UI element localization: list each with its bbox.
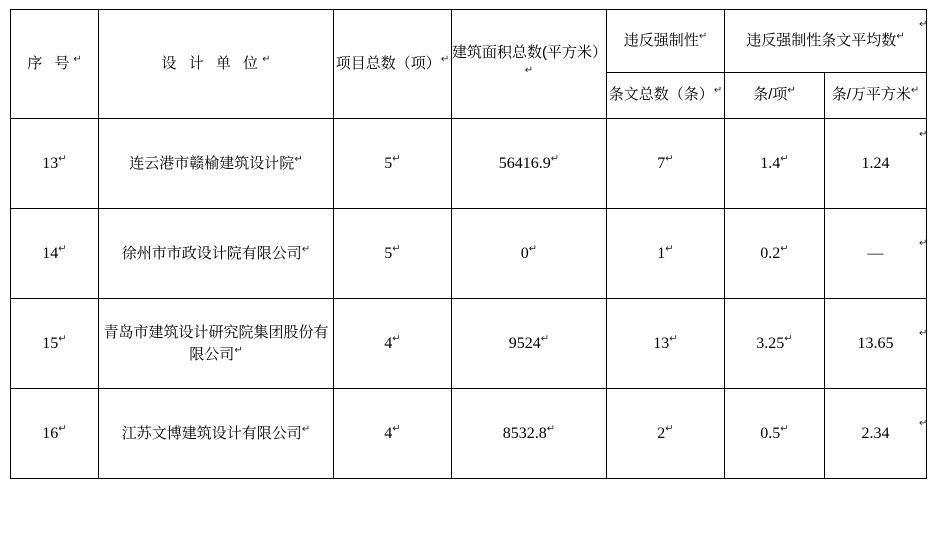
statistics-table (10, 9, 927, 479)
paragraph-mark-icon: ↵ (546, 423, 556, 435)
cell-violation-clauses: 7↵ (607, 119, 725, 209)
paragraph-mark-icon: ↵ (392, 243, 401, 255)
cell-total-area: 56416.9↵ (452, 119, 607, 209)
column-header-violation-group: 违反强制性↵ (607, 10, 725, 73)
cell-violation-clauses: 1↵ (607, 209, 725, 299)
cell-total-area: 8532.8↵ (452, 389, 607, 479)
cell-violation-clauses: 13↵ (607, 299, 725, 389)
column-header-total-area: 建筑面积总数(平方米）↵ (452, 10, 607, 119)
row-end-mark-icon: ↵ (919, 418, 928, 429)
paragraph-mark-icon: ↵ (665, 153, 674, 165)
row-end-mark-icon: ↵ (919, 129, 928, 140)
cell-per-10k-sqm: 13.65 (825, 299, 927, 389)
paragraph-mark-icon: ↵ (294, 153, 303, 165)
paragraph-mark-icon: ↵ (669, 333, 678, 345)
cell-seq: 13↵ (11, 119, 99, 209)
cell-per-10k-sqm: 2.34 (825, 389, 927, 479)
paragraph-mark-icon: ↵ (550, 153, 560, 165)
paragraph-mark-icon: ↵ (73, 54, 82, 66)
cell-design-unit: 青岛市建筑设计研究院集团股份有限公司↵ (99, 299, 334, 389)
column-header-project-count: 项目总数（项）↵ (334, 10, 452, 119)
cell-total-area: 0↵ (452, 209, 607, 299)
paragraph-mark-icon: ↵ (665, 423, 674, 435)
table-row (11, 119, 927, 209)
paragraph-mark-icon: ↵ (392, 333, 401, 345)
cell-project-count: 5↵ (334, 119, 452, 209)
table-row (11, 299, 927, 389)
cell-per-10k-sqm: 1.24 (825, 119, 927, 209)
paragraph-mark-icon: ↵ (713, 85, 723, 97)
cell-violation-clauses: 2↵ (607, 389, 725, 479)
cell-per-project: 0.2↵ (725, 209, 825, 299)
row-end-mark-icon: ↵ (919, 238, 928, 249)
row-end-mark-icon: ↵ (919, 19, 928, 30)
cell-design-unit: 徐州市市政设计院有限公司↵ (99, 209, 334, 299)
header-row-primary (11, 10, 927, 73)
paragraph-mark-icon: ↵ (58, 333, 67, 345)
paragraph-mark-icon: ↵ (392, 153, 401, 165)
column-header-per-project: 条/项↵ (725, 72, 825, 118)
column-header-per-10k-sqm: 条/万平方米↵ (825, 72, 927, 118)
cell-project-count: 4↵ (334, 299, 452, 389)
paragraph-mark-icon: ↵ (262, 54, 271, 66)
cell-project-count: 5↵ (334, 209, 452, 299)
cell-seq: 14↵ (11, 209, 99, 299)
cell-per-project: 0.5↵ (725, 389, 825, 479)
cell-total-area: 9524↵ (452, 299, 607, 389)
table-row (11, 209, 927, 299)
paragraph-mark-icon: ↵ (665, 243, 674, 255)
cell-per-10k-sqm: — (825, 209, 927, 299)
cell-per-project: 1.4↵ (725, 119, 825, 209)
table-header (11, 10, 927, 119)
paragraph-mark-icon: ↵ (58, 243, 67, 255)
paragraph-mark-icon: ↵ (440, 54, 450, 66)
paragraph-mark-icon: ↵ (58, 153, 67, 165)
column-header-violation-clauses: 条文总数（条）↵ (607, 72, 725, 118)
paragraph-mark-icon: ↵ (301, 423, 311, 435)
cell-seq: 16↵ (11, 389, 99, 479)
table-body (11, 119, 927, 479)
paragraph-mark-icon: ↵ (780, 423, 789, 435)
column-header-design-unit: 设 计 单 位↵ (99, 10, 334, 119)
paragraph-mark-icon: ↵ (301, 243, 311, 255)
cell-design-unit: 江苏文博建筑设计有限公司↵ (99, 389, 334, 479)
paragraph-mark-icon: ↵ (787, 85, 796, 97)
row-end-mark-icon: ↵ (919, 328, 928, 339)
paragraph-mark-icon: ↵ (780, 243, 789, 255)
paragraph-mark-icon: ↵ (910, 85, 920, 97)
table-row (11, 389, 927, 479)
cell-project-count: 4↵ (334, 389, 452, 479)
paragraph-mark-icon: ↵ (780, 153, 789, 165)
paragraph-mark-icon: ↵ (698, 30, 708, 42)
paragraph-mark-icon: ↵ (528, 243, 538, 255)
paragraph-mark-icon: ↵ (784, 333, 793, 345)
paragraph-mark-icon: ↵ (234, 344, 243, 356)
paragraph-mark-icon: ↵ (540, 333, 550, 345)
cell-design-unit: 连云港市赣榆建筑设计院↵ (99, 119, 334, 209)
paragraph-mark-icon: ↵ (524, 65, 534, 76)
paragraph-mark-icon: ↵ (392, 423, 401, 435)
cell-per-project: 3.25↵ (725, 299, 825, 389)
paragraph-mark-icon: ↵ (58, 423, 67, 435)
column-header-seq: 序 号↵ (11, 10, 99, 119)
cell-seq: 15↵ (11, 299, 99, 389)
paragraph-mark-icon: ↵ (896, 30, 905, 42)
column-header-average-group: 违反强制性条文平均数↵ (725, 10, 927, 73)
